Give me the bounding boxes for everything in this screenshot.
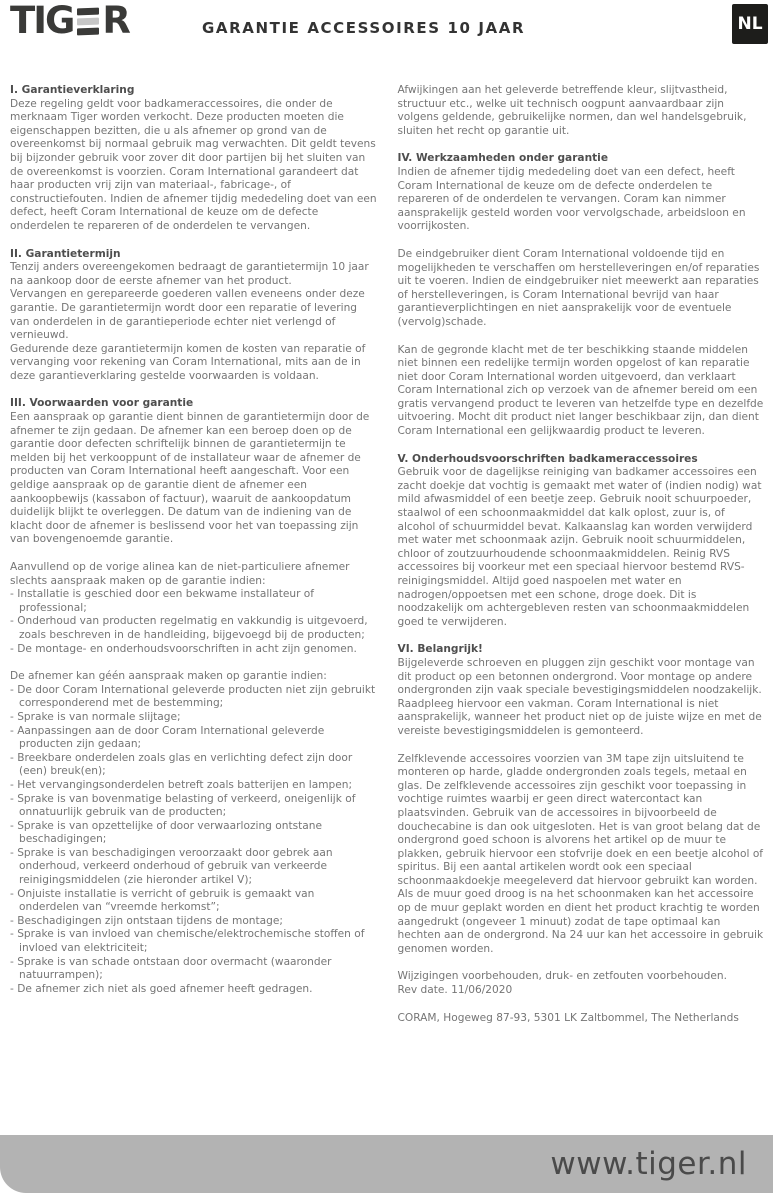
list-item: - Sprake is van normale slijtage; [10,710,181,723]
logo-text-r: R [102,0,129,42]
list-item: - Sprake is van schade ontstaan door overmacht (waaronder natuurrampen); [10,955,332,982]
tiger-logo [10,2,129,40]
logo-bar-top [77,8,99,15]
list-item: - Sprake is van opzettelijke of door verwaarlozing ontstane beschadigingen; [10,819,322,846]
logo-bar-middle [77,17,99,24]
logo-text-tig: TIG [10,0,74,42]
section-heading: V. Onderhoudsvoorschriften badkameraccessoires [397,452,698,465]
list-item: - Sprake is van bovenmatige belasting of verkeerd, oneigenlijk of onnatuurlijk gebruik van de producten; [10,792,356,819]
right-column [398,84,766,1025]
list-item: - Installatie is geschied door een bekwame installateur of professional; [10,588,315,614]
left-column [10,84,378,1025]
list-item: - De afnemer zich niet als goed afnemer heeft gedragen. [10,982,313,995]
paragraph: Indien de afnemer tijdig mededeling doet van een defect, heeft Coram International de keuze om de defecte onderdelen te repareren of de onderdelen te vervangen. Coram kan nimmer aansprakelijk gesteld worden voor vervolgschade, arbeidsloon en voorrijkosten. [397,165,746,233]
paragraph: Zelfklevende accessoires voorzien van 3M tape zijn uitsluitend te monteren op harde, gladde ondergronden zoals tegels, metaal en glas. De zelfklevende accessoires zijn geschikt voor toepassing in vochtige ruimtes waarbij er geen direct watercontact kan plaatsvinden. Gebruik van de accessoires in bijvoorbeeld de douchecabine is dan ook uitgesloten. Het is van groot belang dat de ondergrond goed schoon is alvorens het artikel op de muur te plakken, gebruik hiervoor een stofvrije doek en een beetje alcohol of spiritus. Bij een aantal artikelen wordt ook een speciaal schoonmaakdoekje meegeleverd dat hiervoor gebruikt kan worden. Als de muur goed droog is na het schoonmaken kan het accessoire op de muur geplakt worden en dient het product krachtig te worden aangedrukt (ongeveer 1 minuut) zodat de tape optimaal kan hechten aan de ondergrond. Na 24 uur kan het accessoire in gebruik genomen worden. [397,752,764,955]
logo-stylized-e-icon [77,8,99,34]
paragraph: Aanvullend op de vorige alinea kan de niet-particuliere afnemer slechts aanspraak maken op de garantie indien: [10,561,350,587]
paragraph: Gedurende deze garantietermijn komen de kosten van reparatie of vervanging voor rekening van Coram International, mits aan de in deze garantieverklaring gestelde voorwaarden is voldaan. [10,342,366,382]
paragraph: Afwijkingen aan het geleverde betreffende kleur, slijtvastheid, structuur etc., welke uit technisch oogpunt aanvaardbaar zijn volgens geldende, gebruikelijke normen, dan wel handelsgebruik, sluiten het recht op garantie uit. [397,84,747,137]
section-heading: I. Garantieverklaring [10,84,135,96]
paragraph: De eindgebruiker dient Coram International voldoende tijd en mogelijkheden te verschaffen om herstelleveringen en/of reparaties uit te voeren. Indien de eindgebruiker niet meewerkt aan reparaties of herstelleveringen, is Coram International bevrijd van haar garantieverplichtingen en niet aansprakelijk voor de eventuele (vervolg)schade. [397,247,760,328]
document-body [10,84,765,1025]
list-item: - Sprake is van invloed van chemische/elektrochemische stoffen of invloed van elektriciteit; [10,928,365,955]
address-line: CORAM, Hogeweg 87-93, 5301 LK Zaltbommel, The Netherlands [397,1011,739,1024]
logo-bar-bottom [77,27,99,34]
section-heading: VI. Belangrijk! [397,643,483,656]
paragraph: Vervangen en gerepareerde goederen vallen eveneens onder deze garantie. De garantietermijn wordt door een reparatie of levering van onderdelen in de garantieperiode echter niet verlengd of vernieuwd. [10,288,365,342]
list-item: - Beschadigingen zijn ontstaan tijdens de montage; [10,914,283,927]
list-item: - Sprake is van beschadigingen veroorzaakt door gebrek aan onderhoud, verkeerd onderhoud of gebruik van verkeerde reinigingsmiddelen (zie hieronder artikel V); [10,846,333,887]
paragraph: Kan de gegronde klacht met de ter beschikking staande middelen niet binnen een redelijke termijn worden opgelost of kan reparatie niet door Coram International worden uitgevoerd, dan verklaart Coram International zich op verzoek van de afnemer bereid om een gratis vervangend product te leveren van hetzelfde type en dezelfde uitvoering. Mocht dit product niet langer beschikbaar zijn, dan dient Coram International een gelijkwaardig product te leveren. [397,343,764,438]
paragraph: Gebruik voor de dagelijkse reiniging van badkamer accessoires een zacht doekje dat vochtig is gemaakt met water of (indien nodig) wat mild afwasmiddel of een beetje zeep. Gebruik nooit schuurpoeder, staalwol of een schoonmaakmiddel dat kalk oplost, zuur is, of alcohol of schuurmiddel bevat. Kalkaanslag kan worden verwijderd met water met schoonmaak azijn. Gebruik nooit schuurmiddelen, chloor of zoutzuurhoudende schoonmaakmiddelen. Reinig RVS accessoires bij voorkeur met een speciaal hiervoor bestemd RVS-reinigingsmiddel. Altijd goed naspoelen met water en nadrogen/oppoetsen met een schone, droge doek. Dit is noodzakelijk om achtergebleven resten van schoonmaakmiddelen goed te verwijderen. [397,466,762,628]
document-header [0,0,773,84]
paragraph: De afnemer kan géén aanspraak maken op garantie indien: [10,670,327,683]
paragraph: Wijzigingen voorbehouden, druk- en zetfouten voorbehouden. [397,970,727,983]
language-badge: NL [732,4,768,44]
footer-bar [0,1135,773,1193]
paragraph: Deze regeling geldt voor badkameraccessoires, die onder de merknaam Tiger worden verkocht. Deze producten moeten die eigenschappen bezitten, die u als afnemer op grond van de overeenkomst bij normaal gebruik mag verwachten. Dit geldt tevens bij bijzonder gebruik voor zover dit door partijen bij het sluiten van de overeenkomst is voorzien. Coram International garandeert dat haar producten vrij zijn van materiaal-, fabricage-, of constructiefouten. Indien de afnemer tijdig mededeling doet van een defect, heeft Coram International de keuze om de defecte onderdelen te repareren of de onderdelen te vervangen. [10,97,377,232]
list-item: - Het vervangingsonderdelen betreft zoals batterijen en lampen; [10,778,353,791]
website-url: www.tiger.nl [550,1145,747,1182]
list-item: - Onderhoud van producten regelmatig en vakkundig is uitgevoerd, zoals beschreven in de handleiding, bijgevoegd bij de producten; [10,615,368,641]
page-title: GARANTIE ACCESSOIRES 10 JAAR [202,19,526,37]
list-item: - Onjuiste installatie is verricht of gebruik is gemaakt van onderdelen van “vreemde herkomst”; [10,887,315,914]
section-heading: III. Voorwaarden voor garantie [10,397,194,410]
paragraph: Een aanspraak op garantie dient binnen de garantietermijn door de afnemer te zijn gedaan. De afnemer kan een beroep doen op de garantie door defecten schriftelijk binnen de garantietermijn te melden bij het verkooppunt of de installateur waar de afnemer de producten van Coram International heeft aangeschaft. Voor een geldige aanspraak op de garantie dient de afnemer een aankoopbewijs (kassabon of factuur), waaruit de aankoopdatum duidelijk blijkt te overleggen. De datum van de indiening van de klacht door de afnemer is beslissend voor het van toepassing zijn van bovengenoemde garantie. [10,411,370,546]
list-item: - De montage- en onderhoudsvoorschriften in acht zijn genomen. [10,642,357,655]
list-item: - De door Coram International geleverde producten niet zijn gebruikt corresponderend met de bestemming; [10,683,376,710]
list-item: - Breekbare onderdelen zoals glas en verlichting defect zijn door (een) breuk(en); [10,751,353,778]
list-item: - Aanpassingen aan de door Coram International geleverde producten zijn gedaan; [10,724,325,751]
revision-date: Rev date. 11/06/2020 [397,984,513,997]
section-heading: II. Garantietermijn [10,247,121,260]
section-heading: IV. Werkzaamheden onder garantie [397,152,609,165]
paragraph: Tenzij anders overeengekomen bedraagt de garantietermijn 10 jaar na aankoop door de eerste afnemer van het product. [10,261,369,287]
paragraph: Bijgeleverde schroeven en pluggen zijn geschikt voor montage van dit product op een betonnen ondergrond. Voor montage op andere ondergronden zijn vaak speciale bevestigingsmiddelen noodzakelijk. Raadpleeg hiervoor een vakman. Coram International is niet aansprakelijk, wanneer het product niet op de juiste wijze en met de vereiste bevestigingsmiddelen is gemonteerd. [397,656,762,737]
